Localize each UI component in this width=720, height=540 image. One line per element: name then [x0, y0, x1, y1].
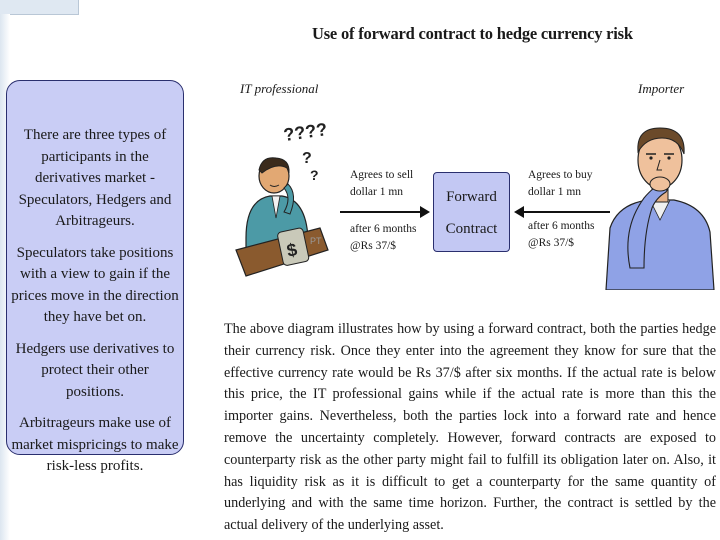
it-professional-figure	[232, 118, 332, 288]
left-deal-line-3: after 6 months	[350, 223, 417, 235]
importer-label: Importer	[638, 81, 685, 96]
sidebar-paragraph-types: There are three types of participants in the derivatives market - Speculators, Hedgers and Arbitrageurs.	[18, 127, 172, 229]
left-arrow	[340, 211, 428, 213]
contract-line-1: Forward	[446, 189, 497, 205]
sidebar-paragraph-speculators: Speculators take positions with a view to gain if the prices move in the direction they have bet on.	[11, 244, 179, 325]
right-deal-line-3: after 6 months	[528, 220, 595, 232]
right-arrow	[516, 211, 610, 213]
left-deal-text-bottom	[350, 221, 416, 255]
left-deal-line-1: Agrees to sell	[350, 169, 414, 181]
right-deal-line-2: dollar 1 mn	[528, 186, 582, 198]
sidebar-paragraph-hedgers: Hedgers use derivatives to protect their other positions.	[15, 340, 175, 400]
left-deal-text-top	[350, 167, 413, 201]
right-deal-line-1: Agrees to buy	[528, 169, 593, 181]
left-deal-line-2: dollar 1 mn	[350, 186, 404, 198]
participants-sidebar	[6, 80, 184, 474]
watermark-text: PT	[310, 236, 322, 246]
right-deal-text-top	[528, 167, 593, 201]
slide-corner-tab	[0, 0, 79, 15]
right-deal-line-4: @Rs 37/$	[528, 237, 575, 249]
explanation-paragraph: The above diagram illustrates how by using a forward contract, both the parties hedge their currency risk. Once they enter into the agreement they know for sure that the effective currency rate would be Rs 37/$ after six months. If the actual rate is below this price, the IT professional gains while if the actual rate is more than this the importer gains. Nevertheless, both the parties lock into a forward rate and hence remove the uncertainty completely. However, forward contracts are exposed to counterparty risk as the other party might fail to fulfill its obligation later on. Also, it has liquidity risk as it is difficult to get a counterparty for the same quantity of underlying and with the same time horizon. Further, the contract is settled by the actual delivery of the underlying asset.	[224, 321, 716, 534]
left-deal-line-4: @Rs 37/$	[350, 240, 397, 252]
right-deal-text-bottom	[528, 218, 594, 252]
sidebar-paragraph-arbitrageurs: Arbitrageurs make use of market mispricings to make risk-less profits.	[11, 415, 179, 474]
importer-figure	[600, 108, 716, 290]
svg-text:?: ?	[310, 167, 319, 183]
slide-title: Use of forward contract to hedge currency risk	[312, 24, 633, 43]
contract-line-2: Contract	[445, 221, 498, 237]
forward-contract-box	[433, 172, 510, 252]
dollar-sign: $	[284, 239, 299, 261]
question-marks: ????	[282, 119, 329, 146]
svg-text:?: ?	[302, 150, 312, 167]
it-professional-label: IT professional	[240, 81, 319, 96]
